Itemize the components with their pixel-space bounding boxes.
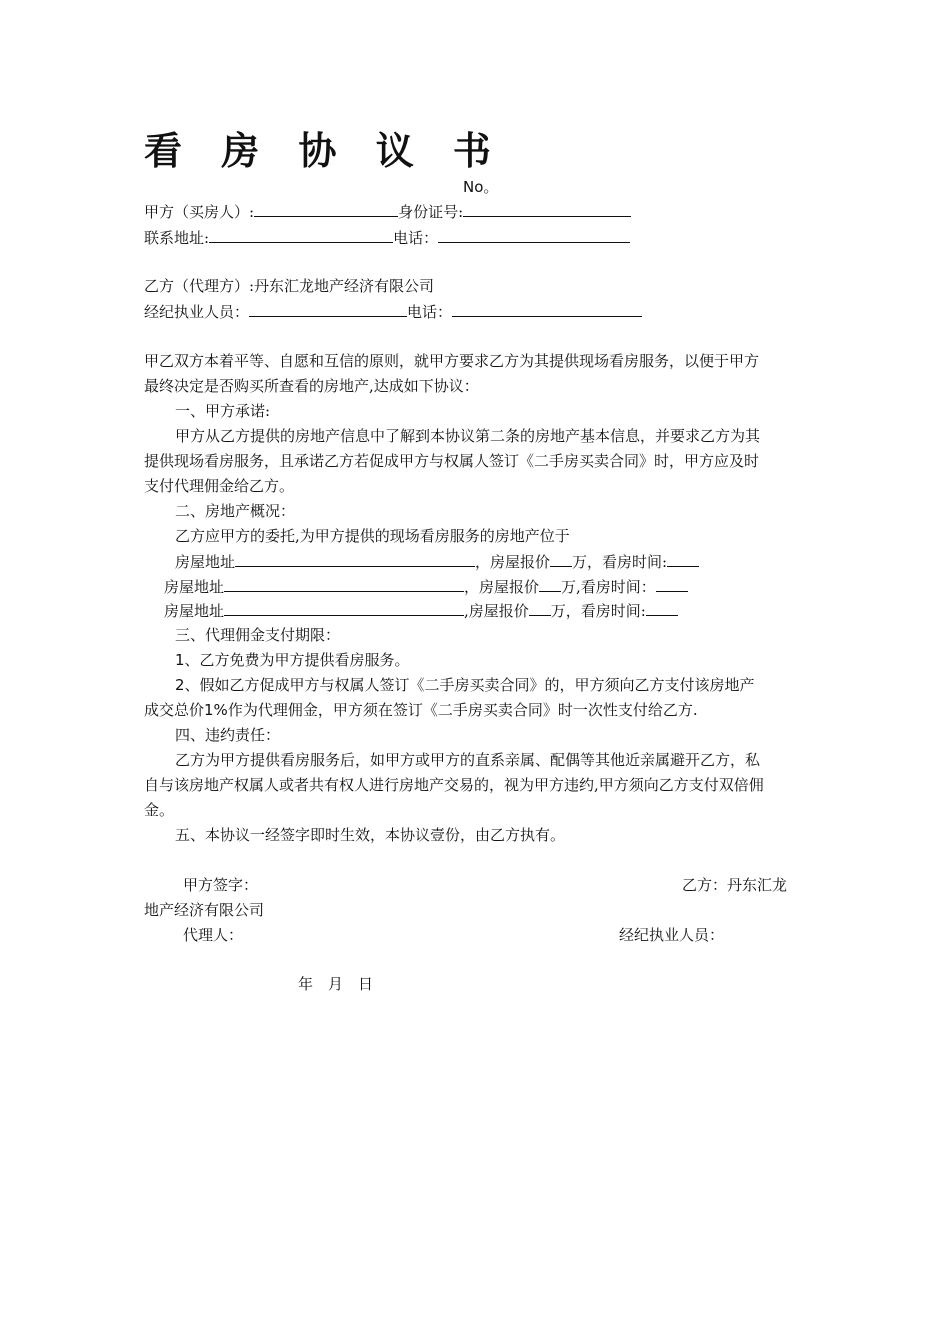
house-price-field[interactable] [529, 600, 551, 616]
house-time-label: 万，看房时间: [572, 553, 668, 571]
house-price-label: ,房屋报价 [464, 602, 529, 620]
intro-line-2: 最终决定是否购买所查看的房地产,达成如下协议： [144, 377, 479, 395]
party-b-agent-signature-label: 经纪执业人员： [619, 926, 725, 944]
party-a-name-label: 甲方（买房人）: [144, 203, 255, 221]
house-address-field[interactable] [224, 600, 464, 616]
party-b-agent-field[interactable] [249, 301, 407, 317]
house-row [175, 551, 699, 572]
house-time-label: 万,看房时间： [561, 578, 656, 596]
party-a-name-field[interactable] [254, 201, 398, 217]
house-address-label: 房屋地址 [175, 553, 236, 571]
section-1-line-2: 提供现场看房服务，且承诺乙方若促成甲方与权属人签订《二手房买卖合同》时，甲方应及时 [144, 452, 760, 470]
intro-line-1: 甲乙双方本着平等、自愿和互信的原则，就甲方要求乙方为其提供现场看房服务，以便于甲方 [144, 352, 760, 370]
party-a-address-label: 联系地址: [144, 229, 210, 247]
house-time-field[interactable] [667, 551, 699, 567]
house-price-field[interactable] [550, 551, 572, 567]
section-1-title: 一、甲方承诺: [175, 402, 271, 420]
item-text: 作为代理佣金，甲方须在签订《二手房买卖合同》时一次性支付给乙方. [227, 701, 698, 719]
item-text: 、乙方免费为甲方提供看房服务。 [184, 651, 410, 669]
section-4-title: 四、违约责任： [175, 726, 281, 744]
party-a-signature-label: 甲方签字： [183, 876, 259, 894]
house-address-field[interactable] [224, 576, 464, 592]
section-1-line-3: 支付代理佣金给乙方。 [144, 477, 295, 495]
house-address-label: 房屋地址 [164, 578, 225, 596]
document-title: 看 房 协 议 书 [144, 128, 504, 173]
house-price-field[interactable] [539, 576, 561, 592]
house-time-field[interactable] [656, 576, 688, 592]
party-b-phone-field[interactable] [452, 301, 642, 317]
party-b-signature-label: 乙方：丹东汇龙 [682, 876, 788, 894]
party-b-phone-label: 电话： [407, 303, 453, 321]
item-number: 1 [175, 651, 185, 669]
party-a-address-field[interactable] [209, 227, 393, 243]
party-a-id-field[interactable] [463, 201, 631, 217]
section-5: 五、本协议一经签字即时生效，本协议壹份，由乙方执有。 [175, 826, 566, 844]
date-line: 年 月 日 [298, 975, 374, 993]
house-row [164, 600, 678, 621]
item-text: 、假如乙方促成甲方与权属人签订《二手房买卖合同》的，甲方须向乙方支付该房地产 [184, 676, 755, 694]
section-4-line-1: 乙方为甲方提供看房服务后，如甲方或甲方的直系亲属、配偶等其他近亲属避开乙方，私 [175, 751, 761, 769]
party-b-signature-cont: 地产经济有限公司 [144, 901, 265, 919]
section-2-title: 二、房地产概况： [175, 502, 296, 520]
section-4-line-3: 金。 [144, 801, 175, 819]
section-3-item-2-cont [144, 700, 698, 720]
section-2-line-1: 乙方应甲方的委托,为甲方提供的现场看房服务的房地产位于 [175, 527, 570, 545]
party-a-id-label: 身份证号: [398, 203, 464, 221]
section-3-title: 三、代理佣金支付期限： [175, 626, 341, 644]
party-b-agent-line [144, 301, 642, 322]
section-3-item-1 [175, 650, 410, 670]
party-a-address-line [144, 227, 630, 248]
party-a-agent-label: 代理人： [183, 926, 244, 944]
section-1-line-1: 甲方从乙方提供的房地产信息中了解到本协议第二条的房地产基本信息，并要求乙方为其 [175, 427, 761, 445]
house-row [164, 576, 688, 597]
house-address-field[interactable] [235, 551, 475, 567]
document-number-label: No。 [463, 178, 499, 196]
item-number: 2 [175, 676, 185, 694]
house-price-label: ，房屋报价 [464, 578, 540, 596]
section-3-item-2 [175, 675, 755, 695]
commission-percent: 1% [204, 701, 228, 719]
party-a-phone-field[interactable] [438, 227, 630, 243]
party-a-line [144, 201, 631, 222]
section-4-line-2: 自与该房地产权属人或者共有权人进行房地产交易的，视为甲方违约,甲方须向乙方支付双倍佣 [144, 776, 764, 794]
house-time-field[interactable] [646, 600, 678, 616]
item-text: 成交总价 [144, 701, 205, 719]
party-b-agent-label: 经纪执业人员： [144, 303, 250, 321]
house-price-label: ，房屋报价 [475, 553, 551, 571]
party-b-name-line: 乙方（代理方）:丹东汇龙地产经济有限公司 [144, 277, 435, 295]
party-a-phone-label: 电话： [393, 229, 439, 247]
house-time-label: 万，看房时间: [550, 602, 646, 620]
house-address-label: 房屋地址 [164, 602, 225, 620]
